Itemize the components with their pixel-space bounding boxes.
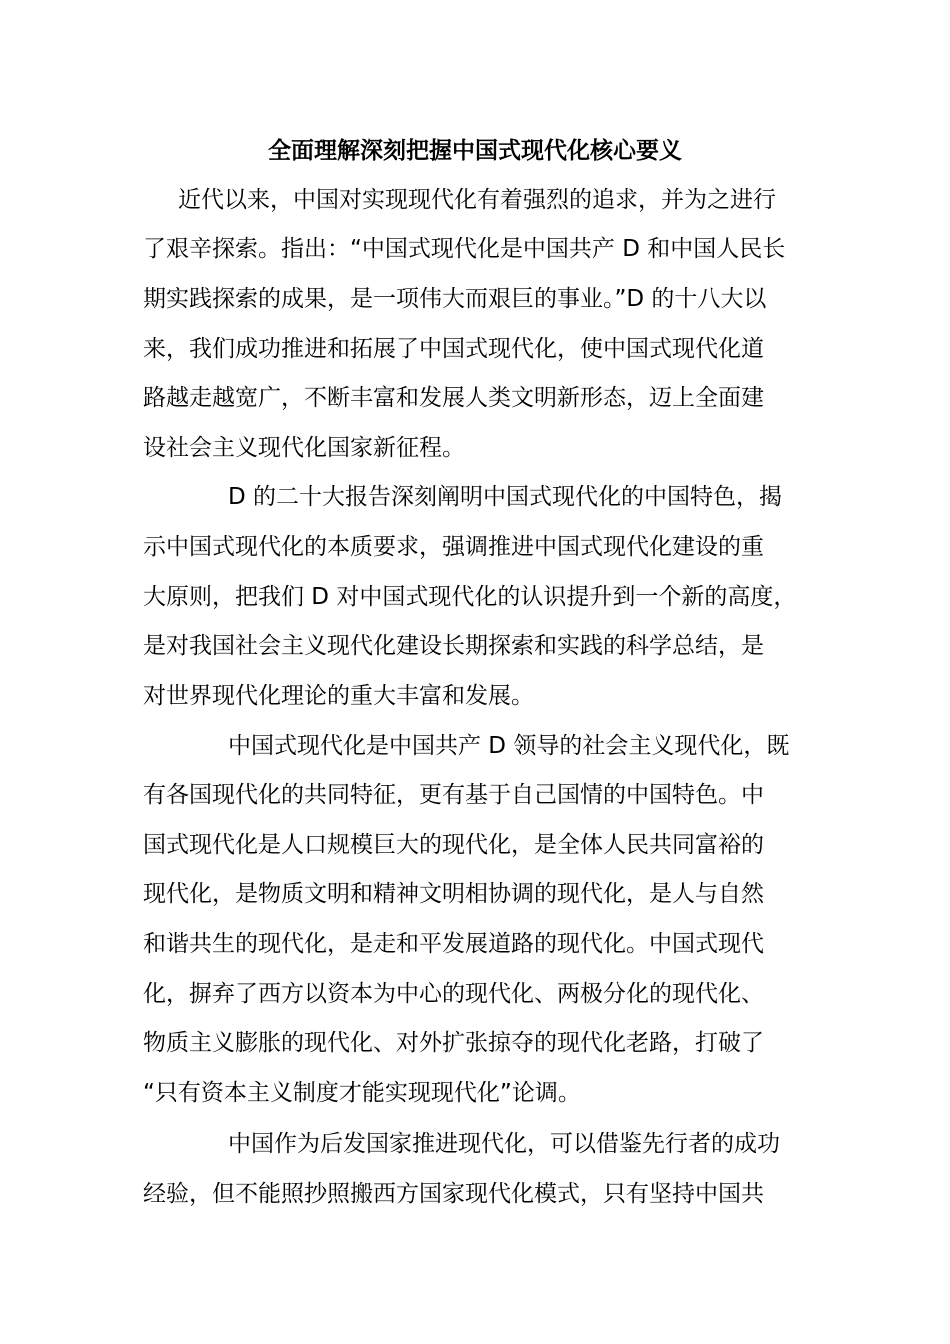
paragraph-2-line-5: 对世界现代化理论的重大丰富和发展。 [143,683,534,709]
paragraph-1-line-4: 来，我们成功推进和拓展了中国式现代化，使中国式现代化道 [143,336,764,362]
paragraph-3-line-4: 现代化，是物质文明和精神文明相协调的现代化，是人与自然 [143,881,764,907]
paragraph-4-line-2: 经验，但不能照抄照搬西方国家现代化模式，只有坚持中国共 [143,1181,764,1207]
paragraph-3-line-6: 化，摒弃了西方以资本为中心的现代化、两极分化的现代化、 [143,981,764,1007]
paragraph-3-line-7: 物质主义膨胀的现代化、对外扩张掠夺的现代化老路，打破了 [143,1030,764,1056]
paragraph-2-line-4: 是对我国社会主义现代化建设长期探索和实践的科学总结，是 [143,633,764,659]
paragraph-3-line-2: 有各国现代化的共同特征，更有基于自己国情的中国特色。中 [143,782,764,808]
paragraph-1-line-2: 了艰辛探索。指出：“中国式现代化是中国共产 D 和中国人民长 [143,236,786,262]
paragraph-3-line-1: 中国式现代化是中国共产 D 领导的社会主义现代化，既 [228,733,790,759]
paragraph-3-line-8: “只有资本主义制度才能实现现代化”论调。 [143,1080,581,1106]
paragraph-2-line-1: D 的二十大报告深刻阐明中国式现代化的中国特色，揭 [228,484,783,510]
paragraph-1-line-3: 期实践探索的成果，是一项伟大而艰巨的事业。”D 的十八大以 [143,286,767,312]
paragraph-3-line-3: 国式现代化是人口规模巨大的现代化，是全体人民共同富裕的 [143,832,764,858]
document-title: 全面理解深刻把握中国式现代化核心要义 [268,138,682,164]
paragraph-3-line-5: 和谐共生的现代化，是走和平发展道路的现代化。中国式现代 [143,931,764,957]
paragraph-1-line-1: 近代以来，中国对实现现代化有着强烈的追求，并为之进行 [178,187,776,213]
paragraph-1-line-6: 设社会主义现代化国家新征程。 [143,435,465,461]
paragraph-1-line-5: 路越走越宽广，不断丰富和发展人类文明新形态，迈上全面建 [143,385,764,411]
paragraph-2-line-2: 示中国式现代化的本质要求，强调推进中国式现代化建设的重 [143,534,764,560]
paragraph-4-line-1: 中国作为后发国家推进现代化，可以借鉴先行者的成功 [228,1131,780,1157]
paragraph-2-line-3: 大原则，把我们 D 对中国式现代化的认识提升到一个新的高度， [143,584,797,610]
